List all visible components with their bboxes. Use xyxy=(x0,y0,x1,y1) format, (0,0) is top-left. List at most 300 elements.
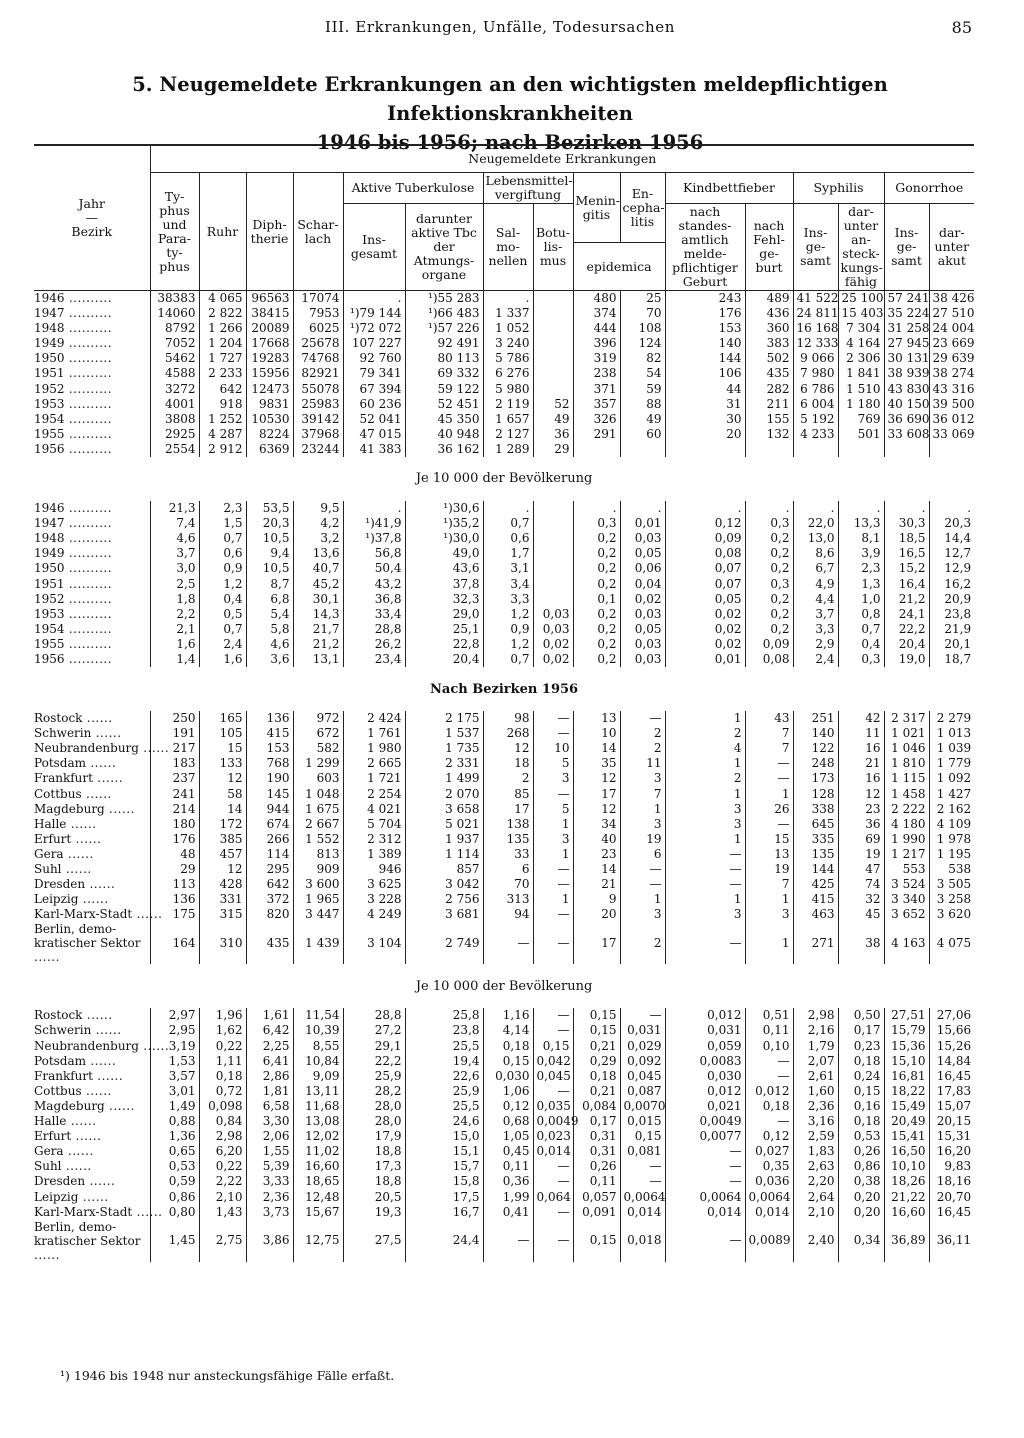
table-cell: 12,48 xyxy=(293,1190,343,1205)
table-cell: 0,3 xyxy=(573,516,620,531)
table-cell: 45 xyxy=(838,907,884,922)
table-cell: 0,04 xyxy=(620,577,665,592)
table-cell: 12 xyxy=(573,771,620,786)
row-label: 1954 ..... xyxy=(34,622,150,637)
table-cell: 10,5 xyxy=(246,531,293,546)
table-cell: 2,36 xyxy=(793,1099,838,1114)
table-cell: 48 xyxy=(150,847,199,862)
table-cell: 3 681 xyxy=(405,907,483,922)
table-cell: 0,031 xyxy=(665,1023,745,1038)
table-cell: 108 xyxy=(620,321,665,336)
header-botulismus: Botu-lis-mus xyxy=(533,204,573,291)
table-cell: 0,0064 xyxy=(665,1190,745,1205)
table-cell: 0,045 xyxy=(533,1069,573,1084)
table-cell: 36 690 xyxy=(884,412,929,427)
table-cell: 3 258 xyxy=(929,892,974,907)
table-cell: 3,33 xyxy=(246,1174,293,1189)
table-cell: — xyxy=(533,1159,573,1174)
table-cell: 15,0 xyxy=(405,1129,483,1144)
table-cell xyxy=(533,561,573,576)
table-cell: 3,19 xyxy=(150,1039,199,1054)
table-cell: 16,45 xyxy=(929,1205,974,1220)
table-cell: 0,2 xyxy=(745,592,793,607)
table-cell: 3 658 xyxy=(405,802,483,817)
table-cell: 0,18 xyxy=(573,1069,620,1084)
table-cell: 14,84 xyxy=(929,1054,974,1069)
header-syphilis: Syphilis xyxy=(793,173,884,204)
table-cell: 135 xyxy=(483,832,533,847)
table-cell: 0,09 xyxy=(665,531,745,546)
row-label: Schwerin ...... xyxy=(34,1023,150,1038)
table-cell: 357 xyxy=(573,397,620,412)
table-cell: 1,8 xyxy=(150,592,199,607)
table-cell: 0,087 xyxy=(620,1084,665,1099)
table-cell: 2,98 xyxy=(793,1008,838,1023)
table-cell: 11 xyxy=(620,756,665,771)
table-cell: 1 266 xyxy=(199,321,246,336)
table-cell: 56,8 xyxy=(343,546,405,561)
table-cell: 0,035 xyxy=(533,1099,573,1114)
table-cell: 2 xyxy=(620,726,665,741)
table-cell: 266 xyxy=(246,832,293,847)
table-cell: — xyxy=(665,1174,745,1189)
table-cell: 3,01 xyxy=(150,1084,199,1099)
table-cell: . xyxy=(884,501,929,516)
table-cell: 1 537 xyxy=(405,726,483,741)
table-cell: — xyxy=(745,1069,793,1084)
section-bezirke-label: Nach Bezirken 1956 xyxy=(430,681,579,697)
table-cell: 153 xyxy=(665,321,745,336)
table-cell: 0,05 xyxy=(620,622,665,637)
table-cell: 1 810 xyxy=(884,756,929,771)
table-cell: 22,0 xyxy=(793,516,838,531)
table-cell: 25,5 xyxy=(405,1099,483,1114)
table-cell: 1,11 xyxy=(199,1054,246,1069)
table-cell: 3 625 xyxy=(343,877,405,892)
table-cell: 14 xyxy=(573,741,620,756)
table-cell: — xyxy=(533,922,573,964)
table-cell: 35 224 xyxy=(884,306,929,321)
table-cell: 2 667 xyxy=(293,817,343,832)
table-cell: 36 xyxy=(533,427,573,442)
table-cell: 237 xyxy=(150,771,199,786)
section-rate-label: Je 10 000 der Bevölkerung xyxy=(415,471,593,487)
table-cell: 27,06 xyxy=(929,1008,974,1023)
table-cell: 6 xyxy=(620,847,665,862)
row-label: Schwerin ...... xyxy=(34,726,150,741)
table-cell: 180 xyxy=(150,817,199,832)
table-cell xyxy=(793,442,838,457)
table-cell: 16 168 xyxy=(793,321,838,336)
table-cell: 282 xyxy=(745,382,793,397)
table-cell xyxy=(533,336,573,351)
table-cell: 5 786 xyxy=(483,351,533,366)
table-cell: 0,030 xyxy=(665,1069,745,1084)
table-cell xyxy=(665,442,745,457)
row-label: 1949 ..... xyxy=(34,336,150,351)
table-cell: 0,17 xyxy=(838,1023,884,1038)
table-cell: 27 510 xyxy=(929,306,974,321)
table-cell: 4 109 xyxy=(929,817,974,832)
table-cell: 20,4 xyxy=(884,637,929,652)
table-cell xyxy=(533,351,573,366)
table-cell: 2,36 xyxy=(246,1190,293,1205)
table-cell: 18,22 xyxy=(884,1084,929,1099)
table-cell: 1 337 xyxy=(483,306,533,321)
table-cell: 1 046 xyxy=(884,741,929,756)
table-cell: 6,58 xyxy=(246,1099,293,1114)
table-cell: 19,3 xyxy=(343,1205,405,1220)
table-cell: 45,2 xyxy=(293,577,343,592)
header-bezirk: Bezirk xyxy=(71,224,113,239)
table-cell: 768 xyxy=(246,756,293,771)
table-cell: 0,5 xyxy=(199,607,246,622)
table-cell: 7 xyxy=(620,787,665,802)
table-cell: 0,2 xyxy=(745,622,793,637)
table-cell: 2 279 xyxy=(929,711,974,726)
table-cell: 2 162 xyxy=(929,802,974,817)
table-cell: 1,60 xyxy=(793,1084,838,1099)
table-cell: 7 xyxy=(745,726,793,741)
table-cell: 0,15 xyxy=(573,1220,620,1262)
table-cell: 0,027 xyxy=(745,1144,793,1159)
table-cell: 4,6 xyxy=(150,531,199,546)
table-cell xyxy=(533,501,573,516)
row-label: Cottbus ...... xyxy=(34,1084,150,1099)
table-cell: 3 620 xyxy=(929,907,974,922)
table-cell: 0,014 xyxy=(620,1205,665,1220)
row-label: 1951 ..... xyxy=(34,366,150,381)
table-cell: 0,59 xyxy=(150,1174,199,1189)
table-cell: 238 xyxy=(573,366,620,381)
table-cell: 19 xyxy=(620,832,665,847)
table-cell: 1 727 xyxy=(199,351,246,366)
table-cell: — xyxy=(620,1008,665,1023)
table-cell: 0,17 xyxy=(573,1114,620,1129)
table-cell: 642 xyxy=(199,382,246,397)
table-cell: 25,8 xyxy=(405,1008,483,1023)
table-cell: 5 xyxy=(533,802,573,817)
table-cell: 20,1 xyxy=(929,637,974,652)
header-epidemica: epidemica xyxy=(573,243,665,291)
table-cell: 52 xyxy=(533,397,573,412)
table-cell: 8792 xyxy=(150,321,199,336)
table-cell: 1 841 xyxy=(838,366,884,381)
table-cell: 6369 xyxy=(246,442,293,457)
table-cell: 1 013 xyxy=(929,726,974,741)
table-cell: — xyxy=(665,1220,745,1262)
table-cell xyxy=(573,442,620,457)
table-cell: — xyxy=(533,787,573,802)
table-cell: 0,23 xyxy=(838,1039,884,1054)
table-cell: 20,4 xyxy=(405,652,483,667)
table-cell: 0,21 xyxy=(573,1039,620,1054)
table-cell: 3,16 xyxy=(793,1114,838,1129)
table-cell: 82921 xyxy=(293,366,343,381)
header-syph-insgesamt: Ins-ge-samt xyxy=(793,204,838,291)
table-cell: 16,5 xyxy=(884,546,929,561)
table-cell: 2,2 xyxy=(150,607,199,622)
row-label: Leipzig ...... xyxy=(34,1190,150,1205)
row-label: Rostock ...... xyxy=(34,1008,150,1023)
table-cell: 8,7 xyxy=(246,577,293,592)
table-cell xyxy=(533,577,573,592)
row-label: Halle ...... xyxy=(34,817,150,832)
table-cell: 6,42 xyxy=(246,1023,293,1038)
table-cell: 6025 xyxy=(293,321,343,336)
row-label: Cottbus ...... xyxy=(34,787,150,802)
table-cell: 1 980 xyxy=(343,741,405,756)
table-cell: 0,018 xyxy=(620,1220,665,1262)
table-cell: 23,8 xyxy=(929,607,974,622)
table-cell: 0,86 xyxy=(150,1190,199,1205)
table-cell: 15,67 xyxy=(293,1205,343,1220)
table-cell: 133 xyxy=(199,756,246,771)
table-cell: — xyxy=(483,922,533,964)
table-cell: 26,2 xyxy=(343,637,405,652)
table-cell: 11,02 xyxy=(293,1144,343,1159)
table-cell: 20,3 xyxy=(246,516,293,531)
table-cell: 0,1 xyxy=(573,592,620,607)
table-cell: 165 xyxy=(199,711,246,726)
table-cell: 319 xyxy=(573,351,620,366)
title-line-1: 5. Neugemeldete Erkrankungen an den wichtigsten meldepflichtigen Infektionskrankheiten xyxy=(132,73,888,125)
table-cell: 23 xyxy=(838,802,884,817)
table-cell: 21,9 xyxy=(929,622,974,637)
table-cell: 0,26 xyxy=(573,1159,620,1174)
table-cell: 2,9 xyxy=(793,637,838,652)
row-label: 1948 ..... xyxy=(34,531,150,546)
table-cell xyxy=(929,442,974,457)
table-cell: 29 xyxy=(150,862,199,877)
table-cell: 44 xyxy=(665,382,745,397)
table-cell: 3 042 xyxy=(405,877,483,892)
table-cell: 114 xyxy=(246,847,293,862)
table-cell: 1 289 xyxy=(483,442,533,457)
table-cell: 0,012 xyxy=(665,1008,745,1023)
year-rate-row xyxy=(34,501,974,516)
table-cell: 12,7 xyxy=(929,546,974,561)
bezirk-row xyxy=(34,771,974,786)
table-cell: 2 127 xyxy=(483,427,533,442)
table-cell: 2,3 xyxy=(199,501,246,516)
table-cell: 74768 xyxy=(293,351,343,366)
table-cell: 20,9 xyxy=(929,592,974,607)
table-cell: 553 xyxy=(884,862,929,877)
table-cell: 2554 xyxy=(150,442,199,457)
table-cell: 480 xyxy=(573,291,620,307)
table-cell: 1 xyxy=(665,711,745,726)
table-cell: 2,20 xyxy=(793,1174,838,1189)
table-cell: 0,014 xyxy=(745,1205,793,1220)
table-cell: 1,62 xyxy=(199,1023,246,1038)
table-cell: 2,64 xyxy=(793,1190,838,1205)
table-cell: 0,064 xyxy=(533,1190,573,1205)
row-label: Neubrandenburg ...... xyxy=(34,1039,150,1054)
footnote: ¹) 1946 bis 1948 nur ansteckungsfähige Fälle erfaßt. xyxy=(60,1368,395,1383)
table-cell: ¹)66 483 xyxy=(405,306,483,321)
table-cell: 3 xyxy=(533,832,573,847)
table-cell: 43 830 xyxy=(884,382,929,397)
table-cell: 12,9 xyxy=(929,561,974,576)
table-cell: 21 xyxy=(573,877,620,892)
table-cell: 5,39 xyxy=(246,1159,293,1174)
table-cell: 138 xyxy=(483,817,533,832)
table-cell: 3 340 xyxy=(884,892,929,907)
row-label: Karl-Marx-Stadt ...... xyxy=(34,907,150,922)
table-cell: — xyxy=(665,1159,745,1174)
header-aktive-tbc: Aktive Tuberkulose xyxy=(343,173,483,204)
table-cell: 27 945 xyxy=(884,336,929,351)
table-cell: 42 xyxy=(838,711,884,726)
table-cell: 38 939 xyxy=(884,366,929,381)
bezirk-row xyxy=(34,802,974,817)
table-cell: — xyxy=(620,1174,665,1189)
row-label: 1946 ..... xyxy=(34,501,150,516)
table-cell: — xyxy=(533,1008,573,1023)
year-row xyxy=(34,382,974,397)
table-cell: 0,22 xyxy=(199,1039,246,1054)
table-cell: 0,03 xyxy=(620,607,665,622)
table-cell: — xyxy=(533,1174,573,1189)
table-cell: 457 xyxy=(199,847,246,862)
table-cell: 3 xyxy=(620,907,665,922)
table-cell: — xyxy=(533,711,573,726)
bezirk-row xyxy=(34,787,974,802)
year-row xyxy=(34,366,974,381)
row-label: Karl-Marx-Stadt ...... xyxy=(34,1205,150,1220)
table-cell: 0,15 xyxy=(573,1023,620,1038)
table-cell: 3,9 xyxy=(838,546,884,561)
table-cell: 1,6 xyxy=(199,652,246,667)
table-cell: 69 xyxy=(838,832,884,847)
table-cell: 19,0 xyxy=(884,652,929,667)
header-gonorrhoe: Gonorrhoe xyxy=(884,173,974,204)
row-label: Magdeburg ...... xyxy=(34,802,150,817)
table-cell: 7 980 xyxy=(793,366,838,381)
row-label: Potsdam ...... xyxy=(34,1054,150,1069)
table-cell: 25983 xyxy=(293,397,343,412)
row-label: Gera ...... xyxy=(34,1144,150,1159)
bezirk-row xyxy=(34,756,974,771)
table-cell: 17 xyxy=(573,787,620,802)
table-cell: 372 xyxy=(246,892,293,907)
table-cell: 3 228 xyxy=(343,892,405,907)
table-cell: 944 xyxy=(246,802,293,817)
table-cell: 1 xyxy=(533,892,573,907)
table-cell: 106 xyxy=(665,366,745,381)
table-cell: 25 100 xyxy=(838,291,884,307)
table-cell: 0,045 xyxy=(620,1069,665,1084)
table-cell: 13 xyxy=(573,711,620,726)
table-cell: 8,6 xyxy=(793,546,838,561)
row-label: Neubrandenburg ...... xyxy=(34,741,150,756)
table-cell: 0,2 xyxy=(573,546,620,561)
table-cell: 183 xyxy=(150,756,199,771)
table-cell: 2 306 xyxy=(838,351,884,366)
table-cell: 36 162 xyxy=(405,442,483,457)
table-cell: 13,1 xyxy=(293,652,343,667)
table-cell: 0,18 xyxy=(483,1039,533,1054)
header-jahr-bezirk xyxy=(34,145,150,291)
table-cell: 0,26 xyxy=(838,1144,884,1159)
table-cell: 0,4 xyxy=(199,592,246,607)
section-rate-1 xyxy=(34,457,974,501)
bezirk-rate-row xyxy=(34,1129,974,1144)
year-row xyxy=(34,321,974,336)
table-cell: 1,2 xyxy=(483,637,533,652)
table-cell: 1 xyxy=(620,802,665,817)
table-cell: . xyxy=(483,501,533,516)
table-cell: 0,51 xyxy=(745,1008,793,1023)
row-label: 1949 ..... xyxy=(34,546,150,561)
table-cell xyxy=(884,442,929,457)
table-cell: 243 xyxy=(665,291,745,307)
table-cell: 2,61 xyxy=(793,1069,838,1084)
table-cell: 19283 xyxy=(246,351,293,366)
table-cell: 36 xyxy=(838,817,884,832)
table-cell: 0,29 xyxy=(573,1054,620,1069)
table-cell: 1,45 xyxy=(150,1220,199,1262)
table-cell: 2 312 xyxy=(343,832,405,847)
table-cell: 0,12 xyxy=(745,1129,793,1144)
table-cell: 820 xyxy=(246,907,293,922)
table-cell: 70 xyxy=(620,306,665,321)
table-cell: 0,2 xyxy=(745,546,793,561)
year-rate-row xyxy=(34,652,974,667)
table-cell: 9,83 xyxy=(929,1159,974,1174)
table-cell: 173 xyxy=(793,771,838,786)
table-cell: 1,81 xyxy=(246,1084,293,1099)
table-cell: 190 xyxy=(246,771,293,786)
table-cell: 38415 xyxy=(246,306,293,321)
section-rate-2 xyxy=(34,964,974,1008)
table-cell: 1 021 xyxy=(884,726,929,741)
table-cell: 2,4 xyxy=(793,652,838,667)
table-cell: 2 222 xyxy=(884,802,929,817)
table-cell: 2 xyxy=(483,771,533,786)
table-cell: 1 735 xyxy=(405,741,483,756)
table-cell: 4 163 xyxy=(884,922,929,964)
table-cell: 214 xyxy=(150,802,199,817)
table-cell: 6 004 xyxy=(793,397,838,412)
table-cell: 41 383 xyxy=(343,442,405,457)
table-cell: 241 xyxy=(150,787,199,802)
table-cell: 0,6 xyxy=(483,531,533,546)
running-head-text: III. Erkrankungen, Unfälle, Todesursachen xyxy=(325,18,675,36)
table-cell: 1,55 xyxy=(246,1144,293,1159)
row-label: 1953 ..... xyxy=(34,397,150,412)
table-cell: 32,3 xyxy=(405,592,483,607)
year-row xyxy=(34,397,974,412)
table-cell: 0,0049 xyxy=(665,1114,745,1129)
table-cell: 153 xyxy=(246,741,293,756)
years-rate-body xyxy=(34,501,974,667)
table-cell: 0,18 xyxy=(838,1054,884,1069)
table-cell: . xyxy=(929,501,974,516)
table-cell: 21,3 xyxy=(150,501,199,516)
table-cell: 0,02 xyxy=(533,637,573,652)
table-cell: . xyxy=(620,501,665,516)
table-cell: 1,06 xyxy=(483,1084,533,1099)
table-cell: ¹)30,0 xyxy=(405,531,483,546)
table-cell: 0,042 xyxy=(533,1054,573,1069)
section-rate-label: Je 10 000 der Bevölkerung xyxy=(415,978,593,994)
bezirk-rate-row xyxy=(34,1084,974,1099)
table-cell: 33 069 xyxy=(929,427,974,442)
table-cell: 5 980 xyxy=(483,382,533,397)
table-cell: 0,2 xyxy=(573,577,620,592)
